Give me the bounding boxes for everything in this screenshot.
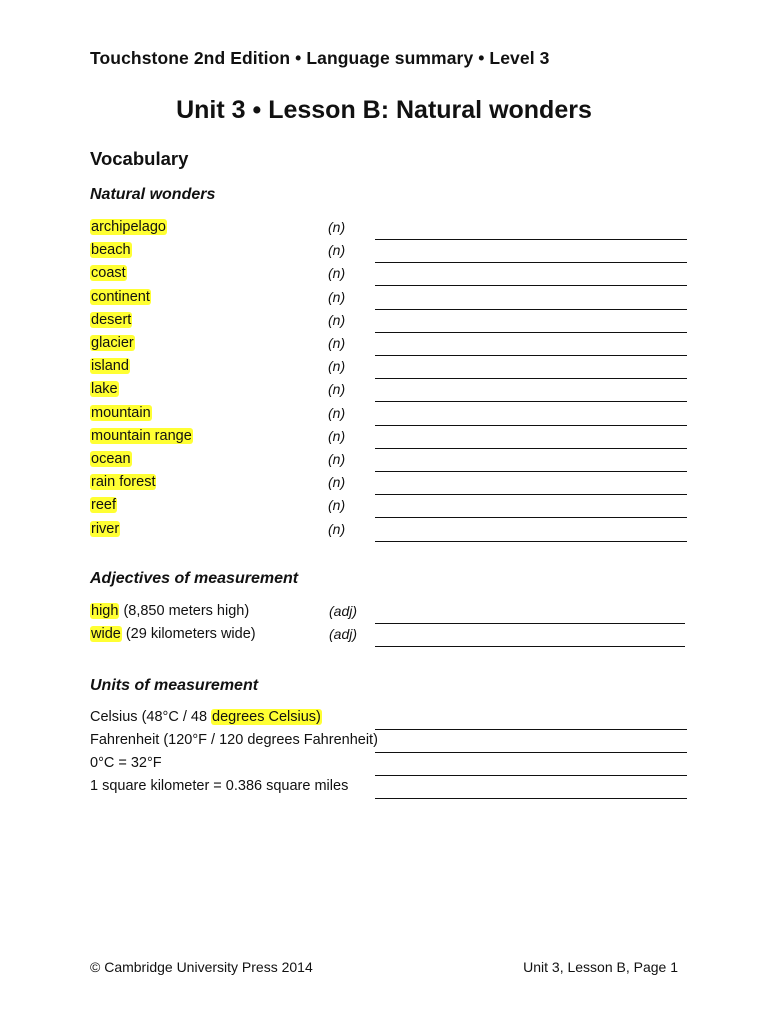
term-text: Celsius (48°C / 48 <box>90 709 212 725</box>
subheading-adjectives: Adjectives of measurement <box>90 570 299 587</box>
vocab-row <box>0 381 768 403</box>
answer-line[interactable] <box>375 729 687 730</box>
highlighted-term: degrees Celsius) <box>212 709 321 725</box>
answer-line[interactable] <box>375 752 687 753</box>
vocab-row <box>0 219 768 241</box>
highlighted-term: ocean <box>91 451 131 467</box>
vocab-term <box>90 732 378 748</box>
part-of-speech: (n) <box>328 381 346 398</box>
vocab-row <box>0 335 768 357</box>
answer-line[interactable] <box>375 262 687 263</box>
subheading-units: Units of measurement <box>90 677 259 694</box>
vocab-row <box>0 626 768 648</box>
highlighted-term: mountain <box>91 404 151 421</box>
subheading-natural-wonders: Natural wonders <box>90 186 216 203</box>
answer-line[interactable] <box>375 517 687 518</box>
vocab-term <box>90 265 127 281</box>
vocab-term <box>90 335 135 351</box>
vocab-term <box>90 358 130 374</box>
answer-line[interactable] <box>375 775 687 776</box>
term-example: (8,850 meters high) <box>119 603 250 619</box>
answer-line[interactable] <box>375 448 687 449</box>
vocab-term <box>90 474 156 490</box>
answer-line[interactable] <box>375 646 685 647</box>
highlighted-term: rain forest <box>91 474 156 491</box>
answer-line[interactable] <box>375 239 687 240</box>
vocab-term <box>90 497 117 513</box>
highlighted-term: lake <box>91 381 118 398</box>
vocab-term <box>90 289 151 305</box>
vocab-term <box>90 521 120 537</box>
vocab-term <box>90 603 249 619</box>
vocab-row <box>0 428 768 450</box>
highlighted-term: high <box>91 603 119 619</box>
term-text: 0°C = 32°F <box>90 755 162 771</box>
vocab-term <box>90 451 132 467</box>
part-of-speech: (n) <box>328 219 346 235</box>
answer-line[interactable] <box>375 494 687 495</box>
vocab-row <box>0 405 768 427</box>
part-of-speech: (n) <box>328 311 346 328</box>
part-of-speech: (n) <box>328 497 346 514</box>
highlighted-term: glacier <box>91 335 134 351</box>
term-text: 1 square kilometer = 0.386 square miles <box>90 778 349 794</box>
highlighted-term: archipelago <box>91 219 166 235</box>
answer-line[interactable] <box>375 425 687 426</box>
vocab-row <box>0 603 768 625</box>
section-title-vocabulary: Vocabulary <box>90 148 189 169</box>
part-of-speech: (adj) <box>329 603 358 619</box>
part-of-speech: (n) <box>328 474 346 491</box>
vocab-term <box>90 626 256 642</box>
page-header: Touchstone 2nd Edition • Language summary • Level 3 <box>90 48 550 68</box>
vocab-term <box>90 755 162 771</box>
vocab-row <box>0 312 768 334</box>
vocab-row <box>0 265 768 287</box>
vocab-row <box>0 497 768 519</box>
part-of-speech: (n) <box>328 288 346 305</box>
vocab-term <box>90 778 348 794</box>
part-of-speech: (n) <box>328 335 346 351</box>
answer-line[interactable] <box>375 309 687 310</box>
part-of-speech: (adj) <box>329 626 358 642</box>
term-example: (29 kilometers wide) <box>121 626 256 642</box>
part-of-speech: (n) <box>328 520 346 537</box>
part-of-speech: (n) <box>328 242 346 259</box>
part-of-speech: (n) <box>328 404 346 421</box>
vocab-row <box>0 474 768 496</box>
highlighted-term: river <box>91 520 120 537</box>
vocab-row <box>0 358 768 380</box>
answer-line[interactable] <box>375 623 685 624</box>
footer-page-ref: Unit 3, Lesson B, Page 1 <box>523 959 678 975</box>
footer-copyright: © Cambridge University Press 2014 <box>90 959 313 975</box>
answer-line[interactable] <box>375 541 687 542</box>
answer-line[interactable] <box>375 378 687 379</box>
highlighted-term: coast <box>91 265 126 282</box>
highlighted-term: island <box>91 358 129 375</box>
highlighted-term: mountain range <box>91 427 192 444</box>
answer-line[interactable] <box>375 355 687 356</box>
answer-line[interactable] <box>375 332 687 333</box>
vocab-row <box>0 451 768 473</box>
highlighted-term: wide <box>91 626 121 642</box>
vocab-term <box>90 242 132 258</box>
answer-line[interactable] <box>375 798 687 799</box>
vocab-row <box>0 242 768 264</box>
vocab-term <box>90 428 193 444</box>
part-of-speech: (n) <box>328 451 346 467</box>
vocab-row <box>0 709 768 731</box>
vocab-term <box>90 405 152 421</box>
answer-line[interactable] <box>375 471 687 472</box>
page-title: Unit 3 • Lesson B: Natural wonders <box>176 96 592 124</box>
highlighted-term: desert <box>91 311 132 328</box>
vocab-row <box>0 289 768 311</box>
vocab-row <box>0 778 768 800</box>
highlighted-term: continent <box>91 288 150 305</box>
vocab-term <box>90 219 167 235</box>
answer-line[interactable] <box>375 285 687 286</box>
vocab-row <box>0 755 768 777</box>
highlighted-term: reef <box>91 497 116 514</box>
part-of-speech: (n) <box>328 265 346 282</box>
vocab-term <box>90 312 132 328</box>
part-of-speech: (n) <box>328 427 346 444</box>
term-text: Fahrenheit (120°F / 120 degrees Fahrenheit) <box>90 732 378 748</box>
part-of-speech: (n) <box>328 358 346 375</box>
vocab-row <box>0 732 768 754</box>
vocab-term <box>90 709 322 725</box>
highlighted-term: beach <box>91 242 131 259</box>
vocab-term <box>90 381 119 397</box>
vocab-row <box>0 521 768 543</box>
answer-line[interactable] <box>375 401 687 402</box>
